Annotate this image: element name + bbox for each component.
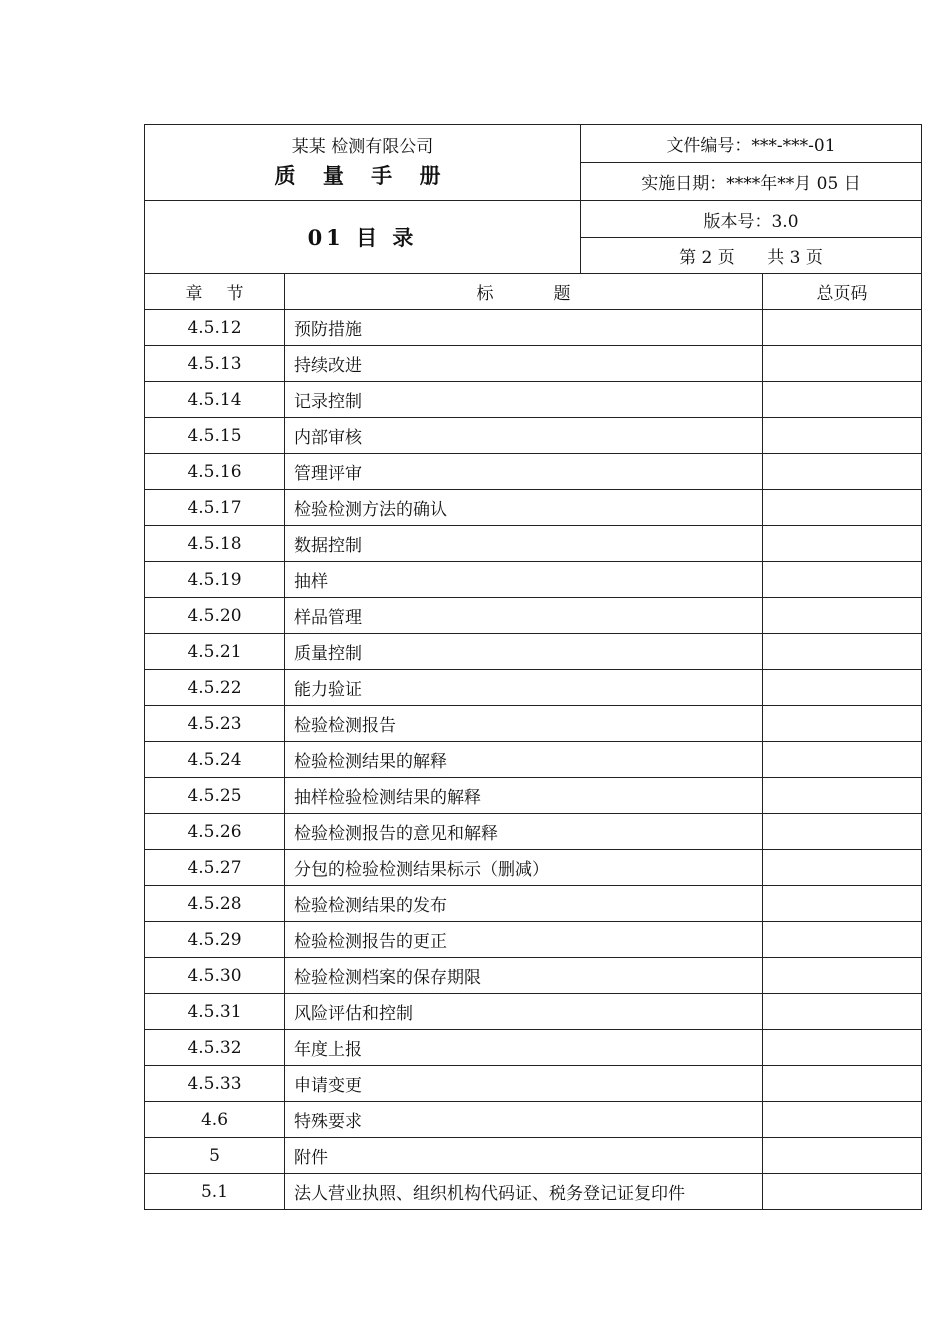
table-row [145,1174,922,1210]
row-title: 法人营业执照、组织机构代码证、税务登记证复印件 [285,1174,763,1210]
row-section: 4.5.30 [145,958,285,994]
row-section: 4.5.22 [145,670,285,706]
table-row [145,1066,922,1102]
toc-header-row [145,274,922,310]
header-company-cell [145,125,581,201]
row-page [763,562,922,598]
row-section: 5 [145,1138,285,1174]
row-section: 4.5.12 [145,310,285,346]
manual-title: 质 量 手 册 [274,162,451,188]
table-row [145,1030,922,1066]
table-row [145,778,922,814]
table-row [145,418,922,454]
row-page [763,922,922,958]
row-section: 4.5.28 [145,886,285,922]
row-page [763,1174,922,1210]
table-row [145,814,922,850]
company-name: 某某 检测有限公司 [291,136,434,157]
table-row [145,634,922,670]
table-row [145,670,922,706]
row-section: 4.5.20 [145,598,285,634]
row-page [763,670,922,706]
row-section: 4.5.15 [145,418,285,454]
row-page [763,706,922,742]
row-title: 检验检测档案的保存期限 [285,958,763,994]
row-section: 4.5.13 [145,346,285,382]
row-title: 抽样 [285,562,763,598]
table-row [145,382,922,418]
row-page [763,814,922,850]
row-title: 能力验证 [285,670,763,706]
table-row [145,454,922,490]
row-section: 4.6 [145,1102,285,1138]
row-title: 样品管理 [285,598,763,634]
row-page [763,958,922,994]
row-page [763,310,922,346]
row-section: 4.5.18 [145,526,285,562]
row-title: 检验检测结果的发布 [285,886,763,922]
row-section: 4.5.16 [145,454,285,490]
row-title: 抽样检验检测结果的解释 [285,778,763,814]
row-section: 4.5.17 [145,490,285,526]
row-title: 分包的检验检测结果标示（删减） [285,850,763,886]
table-row [145,346,922,382]
row-section: 4.5.23 [145,706,285,742]
row-section: 4.5.14 [145,382,285,418]
table-row [145,742,922,778]
row-page [763,526,922,562]
row-page [763,850,922,886]
row-page [763,598,922,634]
row-section: 4.5.26 [145,814,285,850]
table-row [145,958,922,994]
row-page [763,886,922,922]
table-row [145,490,922,526]
row-title: 持续改进 [285,346,763,382]
col-header-title: 标题 [285,274,763,310]
document-header [144,124,922,274]
row-title: 记录控制 [285,382,763,418]
row-title: 附件 [285,1138,763,1174]
row-section: 5.1 [145,1174,285,1210]
row-title: 风险评估和控制 [285,994,763,1030]
table-row [145,886,922,922]
row-title: 检验检测报告的意见和解释 [285,814,763,850]
row-title: 检验检测方法的确认 [285,490,763,526]
row-title: 申请变更 [285,1066,763,1102]
page-info: 第 2 页 共 3 页 [581,238,922,274]
row-section: 4.5.33 [145,1066,285,1102]
row-section: 4.5.31 [145,994,285,1030]
toc-table [144,273,922,1210]
row-page [763,1030,922,1066]
row-title: 质量控制 [285,634,763,670]
row-title: 内部审核 [285,418,763,454]
row-section: 4.5.25 [145,778,285,814]
table-row [145,922,922,958]
version-number: 版本号：3.0 [581,201,922,238]
table-row [145,1138,922,1174]
table-row [145,598,922,634]
row-page [763,346,922,382]
row-section: 4.5.21 [145,634,285,670]
table-row [145,994,922,1030]
row-page [763,634,922,670]
table-row [145,850,922,886]
row-title: 管理评审 [285,454,763,490]
row-section: 4.5.32 [145,1030,285,1066]
document-title: 01 目 录 [145,201,581,274]
row-section: 4.5.19 [145,562,285,598]
row-page [763,454,922,490]
table-row [145,1102,922,1138]
implementation-date: 实施日期：****年**月 05 日 [581,163,922,201]
row-section: 4.5.27 [145,850,285,886]
row-page [763,742,922,778]
row-title: 特殊要求 [285,1102,763,1138]
file-number: 文件编号：***-***-01 [581,125,922,163]
row-title: 检验检测报告 [285,706,763,742]
row-page [763,382,922,418]
row-page [763,418,922,454]
row-title: 检验检测报告的更正 [285,922,763,958]
table-row [145,562,922,598]
row-title: 年度上报 [285,1030,763,1066]
row-title: 预防措施 [285,310,763,346]
row-page [763,994,922,1030]
row-title: 检验检测结果的解释 [285,742,763,778]
row-section: 4.5.24 [145,742,285,778]
row-page [763,490,922,526]
row-page [763,778,922,814]
row-page [763,1066,922,1102]
table-row [145,526,922,562]
col-header-page: 总页码 [763,274,922,310]
row-section: 4.5.29 [145,922,285,958]
table-row [145,706,922,742]
col-header-section: 章节 [145,274,285,310]
row-title: 数据控制 [285,526,763,562]
row-page [763,1102,922,1138]
row-page [763,1138,922,1174]
table-row [145,310,922,346]
